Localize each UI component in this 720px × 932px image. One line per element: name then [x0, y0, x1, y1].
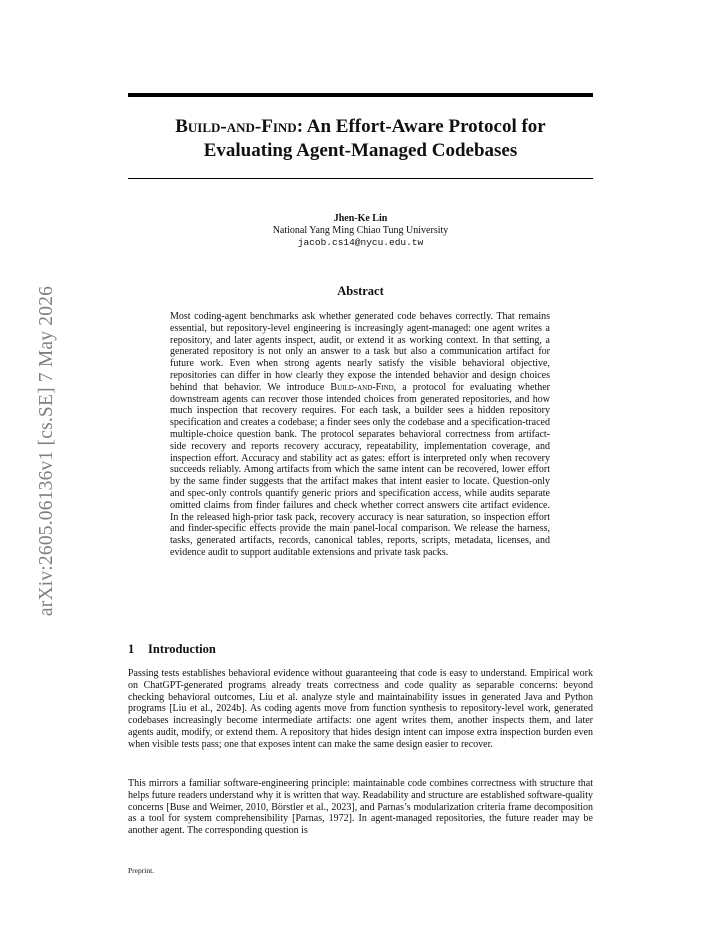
abstract-heading: Abstract — [337, 284, 384, 298]
title-line-2: Evaluating Agent-Managed Codebases — [203, 140, 518, 161]
title-bottom-rule — [128, 178, 593, 179]
section-title: Introduction — [148, 642, 216, 656]
author-block — [128, 213, 593, 249]
abstract-text-part-1: Most coding-agent benchmarks ask whether generated code behaves correctly. That remains essential, but repository-level engineering is increasingly agent-managed: one agent writes a repository, and later agents inspect, audit, or extend it as working context. In that setting, a generated repository is not only an answer to a task but also a communication artifact for future work. Even when strong agents nearly satisfy the visible behavioral objective, repositories can differ in how clearly they expose the intended behavior and design choices behind that behavior. We introduce — [170, 311, 550, 393]
author-affiliation: National Yang Ming Chiao Tung University — [272, 225, 449, 236]
author-name: Jhen-Ke Lin — [333, 213, 388, 224]
section-heading-introduction — [128, 642, 216, 657]
paper-title — [128, 115, 593, 163]
author-email: jacob.cs14@nycu.edu.tw — [297, 237, 424, 248]
arxiv-identifier-stamp: arXiv:2605.06136v1 [cs.SE] 7 May 2026 — [36, 285, 57, 617]
title-protocol-name: Build-and-Find: — [175, 116, 304, 137]
preprint-footer: Preprint. — [128, 866, 155, 875]
abstract-text-part-2: , a protocol for evaluating whether downstream agents can recover those intended choices from generated repositories, and how much inspection that recovery requires. For each task, a builder sees a hidden repository specification and creates a codebase; a finder sees only the codebase and a specification-traced multiple-choice question bank. The protocol separates behavioral correctness from artifact-side recovery and reports recovery accuracy, repeatability, implementation coverage, and inspection effort. Accuracy and stability act as gates: effort is interpreted only when recovery succeeds reliably. Among artifacts from which the same intent can be recovered, lower effort by the same finder suggests that the artifact makes that intent easier to locate. Question-only and spec-only controls quantify generic priors and specification access, while audits separate omitted claims from finder failures and check whether correct answers cite artifact evidence. In the released high-prior task pack, recovery accuracy is near saturation, so inspection effort and finder-specific effects provide the main panel-local comparison. We release the harness, tasks, generated artifacts, records, canonical tables, reports, scripts, metadata, licenses, and evidence audit to support auditable extensions and private task packs. — [170, 381, 551, 558]
section-number: 1 — [128, 642, 135, 656]
title-line-1 — [128, 115, 593, 139]
title-top-rule — [128, 93, 593, 97]
abstract-text — [170, 311, 550, 559]
intro-paragraph-2: This mirrors a familiar software-engineering principle: maintainable code combines correctness with structure that helps future readers understand why it is written that way. Readability and structure are established software-quality concerns [Buse and Weimer, 2010, Börstler et al., 2023], and Parnas’s modularization criteria frame decomposition as a tool for system comprehensibility [Parnas, 1972]. In agent-managed repositories, the future reader may be another agent. The corresponding question is — [128, 778, 593, 837]
title-line-1-rest: An Effort-Aware Protocol for — [303, 116, 546, 137]
abstract-protocol-name: Build-and-Find — [330, 381, 394, 393]
intro-paragraph-1: Passing tests establishes behavioral evidence without guaranteeing that code is easy to understand. Empirical work on ChatGPT-generated programs already treats correctness and code quality as separable concerns: beyond checking behavioral outcomes, Liu et al. analyze style and maintainability issues in generated Java and Python programs [Liu et al., 2024b]. As coding agents move from function synthesis to repository-level work, generated codebases increasingly become intermediate artifacts: one agent writes them, another inspects them, and later agents audit, modify, or extend them. A repository that hides design intent can impose extra inspection burden even when visible tests pass; one that exposes intent can make the same design easier to recover. — [128, 668, 593, 750]
